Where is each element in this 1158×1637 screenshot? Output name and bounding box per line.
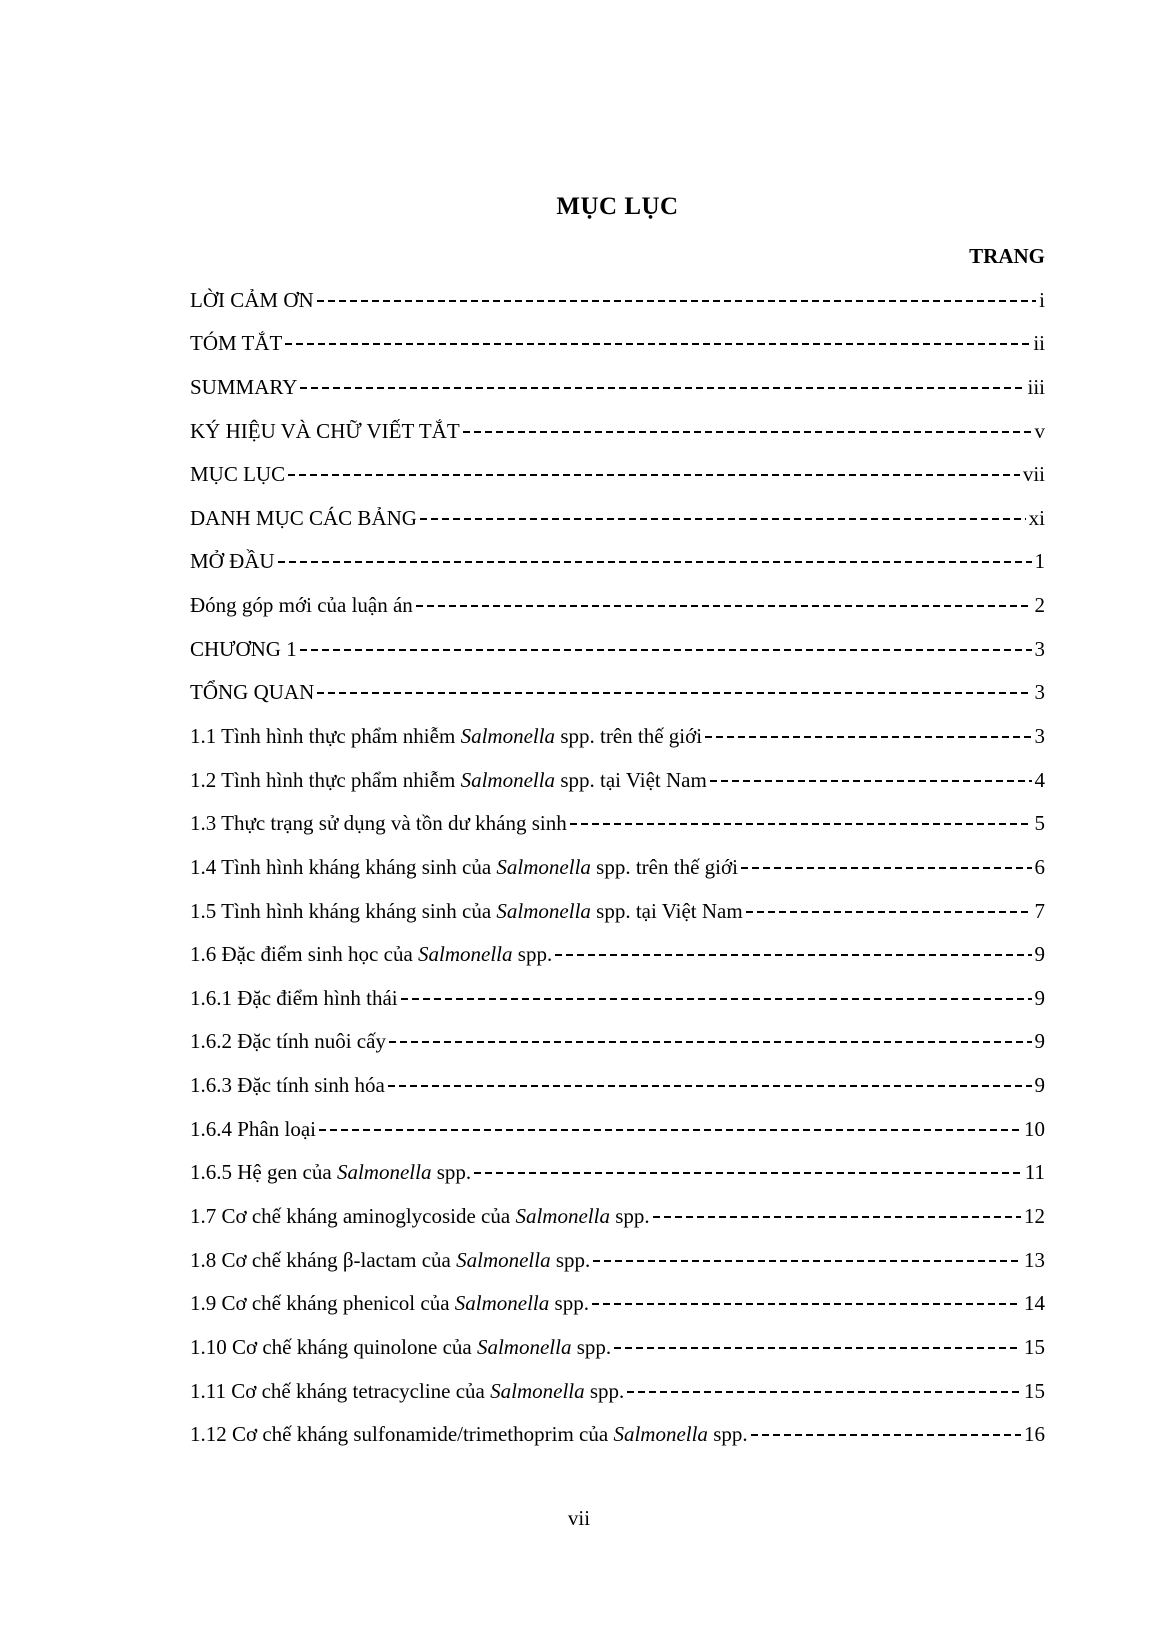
- toc-entry-page: xi: [1028, 505, 1045, 530]
- toc-entry-label: 1.6.2 Đặc tính nuôi cấy: [190, 1029, 386, 1054]
- toc-entry-label: 1.4 Tình hình kháng kháng sinh của Salmonella spp. trên thế giới: [190, 854, 738, 879]
- toc-entry-label: 1.6.3 Đặc tính sinh hóa: [190, 1073, 385, 1098]
- toc-row: [190, 1151, 1045, 1195]
- dash-leader: [317, 692, 1031, 699]
- toc-entry-page: 5: [1034, 811, 1045, 836]
- toc-row: [190, 890, 1045, 934]
- toc-row: [190, 1282, 1045, 1326]
- dash-leader: [555, 954, 1031, 961]
- toc-entry-label: SUMMARY: [190, 374, 298, 399]
- toc-row: [190, 933, 1045, 977]
- toc-entry-label: 1.6 Đặc điểm sinh học của Salmonella spp.: [190, 942, 553, 967]
- toc-entry-page: iii: [1027, 374, 1045, 399]
- toc-entry-page: 7: [1034, 898, 1045, 923]
- toc-row: [190, 279, 1045, 323]
- dash-leader: [463, 431, 1032, 438]
- toc-entry-label: 1.3 Thực trạng sử dụng và tồn dư kháng sinh: [190, 811, 567, 836]
- toc-entry-page: 9: [1034, 1073, 1045, 1098]
- toc-row: [190, 584, 1045, 628]
- toc-entry-label: 1.6.1 Đặc điểm hình thái: [190, 985, 398, 1010]
- toc-entry-label: 1.12 Cơ chế kháng sulfonamide/trimethoprim của Salmonella spp.: [190, 1422, 748, 1447]
- toc-list: [190, 279, 1045, 1457]
- dash-leader: [710, 780, 1032, 787]
- toc-entry-label: 1.2 Tình hình thực phẩm nhiễm Salmonella spp. tại Việt Nam: [190, 767, 707, 792]
- toc-entry-page: 3: [1034, 724, 1045, 748]
- dash-leader: [592, 1303, 1021, 1310]
- toc-entry-label: TỔNG QUAN: [190, 680, 315, 705]
- toc-entry-page: 9: [1034, 1029, 1045, 1054]
- toc-row: [190, 322, 1045, 366]
- toc-row: [190, 671, 1045, 715]
- toc-row: [190, 410, 1045, 454]
- toc-entry-label: 1.6.4 Phân loại: [190, 1116, 316, 1141]
- dash-leader: [401, 998, 1032, 1005]
- column-header-trang: TRANG: [969, 244, 1045, 268]
- dash-leader: [388, 1085, 1032, 1092]
- toc-entry-page: 14: [1024, 1291, 1045, 1316]
- toc-entry-page: 9: [1034, 942, 1045, 967]
- dash-leader: [751, 1434, 1021, 1441]
- toc-row: [190, 715, 1045, 759]
- toc-entry-page: 15: [1024, 1334, 1045, 1359]
- dash-leader: [319, 1129, 1021, 1136]
- dash-leader: [420, 518, 1026, 525]
- toc-entry-page: 3: [1034, 680, 1045, 705]
- dash-leader: [285, 343, 1030, 350]
- toc-entry-label: 1.5 Tình hình kháng kháng sinh của Salmonella spp. tại Việt Nam: [190, 898, 743, 923]
- toc-entry-page: ii: [1033, 331, 1045, 356]
- toc-row: [190, 1413, 1045, 1457]
- toc-entry-label: TÓM TẮT: [190, 331, 283, 356]
- dash-leader: [705, 736, 1031, 743]
- toc-row: [190, 846, 1045, 890]
- dash-leader: [627, 1391, 1021, 1398]
- toc-row: [190, 366, 1045, 410]
- toc-entry-page: 16: [1024, 1422, 1045, 1447]
- toc-entry-page: 2: [1034, 593, 1045, 618]
- toc-row: [190, 628, 1045, 672]
- dash-leader: [389, 1041, 1032, 1048]
- toc-row: [190, 1239, 1045, 1283]
- toc-entry-page: 9: [1034, 985, 1045, 1010]
- dash-leader: [746, 911, 1032, 918]
- toc-row: [190, 1064, 1045, 1108]
- toc-entry-label: 1.8 Cơ chế kháng β-lactam của Salmonella spp.: [190, 1247, 591, 1272]
- dash-leader: [416, 605, 1032, 612]
- toc-row: [190, 1370, 1045, 1414]
- toc-entry-label: LỜI CẢM ƠN: [190, 287, 314, 312]
- dash-leader: [288, 474, 1020, 481]
- toc-row: [190, 977, 1045, 1021]
- toc-entry-label: KÝ HIỆU VÀ CHỮ VIẾT TẮT: [190, 418, 460, 443]
- toc-entry-page: 4: [1034, 767, 1045, 792]
- dash-leader: [317, 300, 1036, 307]
- toc-row: [190, 802, 1045, 846]
- toc-entry-page: 15: [1024, 1378, 1045, 1403]
- toc-entry-label: MỤC LỤC: [190, 462, 286, 487]
- page-title: MỤC LỤC: [556, 193, 679, 220]
- toc-entry-page: vii: [1022, 462, 1045, 487]
- dash-leader: [278, 561, 1032, 568]
- toc-entry-page: 3: [1034, 636, 1045, 661]
- page-number-footer: vii: [567, 1506, 591, 1530]
- toc-entry-label: DANH MỤC CÁC BẢNG: [190, 505, 417, 530]
- toc-row: [190, 540, 1045, 584]
- toc-entry-page: i: [1039, 287, 1045, 312]
- toc-entry-page: 11: [1024, 1160, 1045, 1185]
- toc-row: [190, 453, 1045, 497]
- dash-leader: [570, 823, 1032, 830]
- toc-entry-label: Đóng góp mới của luận án: [190, 593, 413, 618]
- dash-leader: [300, 387, 1024, 394]
- toc-row: [190, 1020, 1045, 1064]
- toc-entry-label: 1.9 Cơ chế kháng phenicol của Salmonella spp.: [190, 1291, 589, 1316]
- toc-content: [190, 190, 1045, 1457]
- toc-row: [190, 1108, 1045, 1152]
- dash-leader: [653, 1216, 1021, 1223]
- dash-leader: [741, 867, 1032, 874]
- toc-row: [190, 497, 1045, 541]
- toc-entry-page: 1: [1034, 549, 1045, 574]
- toc-entry-page: v: [1034, 418, 1045, 443]
- toc-entry-page: 6: [1034, 854, 1045, 879]
- toc-entry-page: 10: [1024, 1116, 1045, 1141]
- toc-entry-label: 1.1 Tình hình thực phẩm nhiễm Salmonella spp. trên thế giới: [190, 724, 703, 748]
- dash-leader: [474, 1172, 1022, 1179]
- toc-entry-label: 1.10 Cơ chế kháng quinolone của Salmonella spp.: [190, 1334, 612, 1359]
- dash-leader: [593, 1260, 1021, 1267]
- toc-entry-label: MỞ ĐẦU: [190, 549, 275, 574]
- dash-leader: [614, 1347, 1021, 1354]
- toc-row: [190, 1195, 1045, 1239]
- toc-entry-page: 13: [1024, 1247, 1045, 1272]
- toc-entry-label: 1.7 Cơ chế kháng aminoglycoside của Salmonella spp.: [190, 1204, 650, 1229]
- toc-row: [190, 759, 1045, 803]
- toc-entry-label: 1.11 Cơ chế kháng tetracycline của Salmonella spp.: [190, 1378, 625, 1403]
- dash-leader: [300, 649, 1032, 656]
- toc-entry-label: 1.6.5 Hệ gen của Salmonella spp.: [190, 1160, 472, 1185]
- toc-entry-label: CHƯƠNG 1: [190, 636, 297, 661]
- toc-entry-page: 12: [1024, 1204, 1045, 1229]
- toc-row: [190, 1326, 1045, 1370]
